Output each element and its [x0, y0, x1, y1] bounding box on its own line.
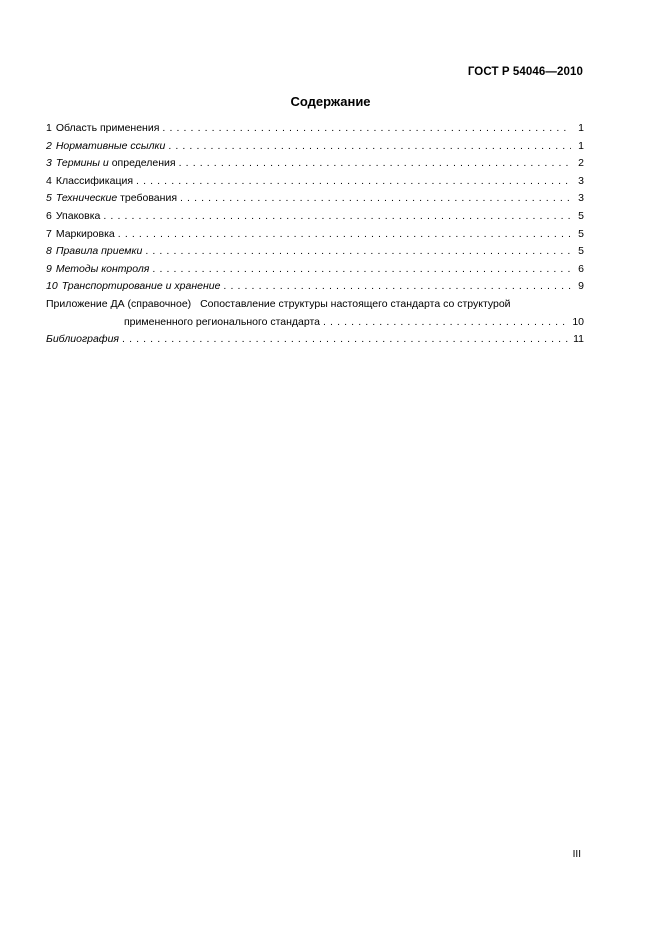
appendix-label: Приложение ДА (справочное): [46, 297, 192, 310]
toc-entry-title: Маркировка: [55, 227, 115, 240]
toc-leader-dots: [162, 122, 571, 134]
toc-appendix-entry-continued[interactable]: [46, 316, 584, 334]
toc-entry-title: Классификация: [55, 174, 134, 187]
toc-leader-dots: [179, 157, 571, 169]
toc-entry-6[interactable]: [46, 210, 584, 228]
toc-entry-title-italic: Транспортирование и хранение: [61, 280, 221, 293]
appendix-title-line-1: Сопоставление структуры настоящего стандарта со структурой: [200, 297, 511, 310]
toc-appendix-entry[interactable]: [46, 298, 584, 316]
document-code: ГОСТ Р 54046—2010: [467, 66, 583, 78]
toc-entry-8[interactable]: [46, 245, 584, 263]
toc-entry-title: требования: [120, 192, 177, 205]
toc-entry-number: 9: [46, 262, 52, 275]
toc-entry-number: 10: [46, 280, 58, 293]
toc-entry-page: 3: [578, 174, 584, 187]
toc-leader-dots: [122, 333, 570, 345]
toc-entry-10[interactable]: [46, 280, 584, 298]
toc-leader-dots: [223, 280, 571, 292]
toc-entry-number: 8: [46, 245, 52, 258]
appendix-title-line-2: примененного регионального стандарта: [124, 315, 321, 328]
toc-entry-title: Упаковка: [55, 209, 101, 222]
toc-entry-7[interactable]: [46, 228, 584, 246]
toc-entry-title-italic: Правила приемки: [55, 245, 143, 258]
toc-entry-9[interactable]: [46, 263, 584, 281]
toc-entry-number: 3: [46, 157, 52, 170]
toc-entry-title: определения: [111, 157, 176, 170]
toc-entry-title-italic: Термины и: [55, 157, 109, 170]
toc-entry-number: 6: [46, 209, 52, 222]
bibliography-title: Библиография: [46, 333, 120, 346]
page-number: III: [572, 849, 581, 860]
toc-entry-number: 4: [46, 174, 52, 187]
toc-leader-dots: [136, 175, 571, 187]
toc-entry-page: 1: [578, 122, 584, 134]
toc-entry-page: 1: [578, 139, 584, 152]
toc-entry-title: Область применения: [55, 122, 160, 134]
toc-leader-dots: [323, 316, 569, 328]
toc-entry-number: 2: [46, 139, 52, 152]
toc-entry-number: 1: [46, 122, 52, 134]
toc-entry-title-italic: Нормативные ссылки: [55, 139, 166, 152]
toc-entry-page: 5: [578, 245, 584, 258]
toc-entry-page: 5: [578, 227, 584, 240]
toc-bibliography-entry[interactable]: [46, 333, 584, 351]
toc-entry-2[interactable]: [46, 140, 584, 158]
toc-leader-dots: [168, 140, 571, 152]
toc-entry-number: 7: [46, 227, 52, 240]
toc-leader-dots: [180, 192, 571, 204]
toc-entry-page: 5: [578, 209, 584, 222]
toc-entry-page: 6: [578, 262, 584, 275]
toc-title: Содержание: [290, 94, 371, 109]
toc-entry-title-italic: Технические: [55, 192, 118, 205]
toc-entry-1[interactable]: [46, 122, 584, 140]
toc-entry-page: 10: [572, 315, 584, 328]
table-of-contents: [46, 122, 584, 351]
toc-leader-dots: [118, 228, 571, 240]
toc-entry-3[interactable]: [46, 157, 584, 175]
toc-entry-page: 11: [573, 333, 584, 346]
toc-entry-page: 2: [578, 157, 584, 170]
toc-entry-title-italic: Методы контроля: [55, 262, 150, 275]
toc-entry-page: 9: [578, 280, 584, 293]
toc-entry-page: 3: [578, 192, 584, 205]
toc-entry-number: 5: [46, 192, 52, 205]
toc-entry-4[interactable]: [46, 175, 584, 193]
toc-leader-dots: [145, 245, 571, 257]
toc-leader-dots: [152, 263, 571, 275]
toc-leader-dots: [103, 210, 571, 222]
toc-entry-5[interactable]: [46, 192, 584, 210]
